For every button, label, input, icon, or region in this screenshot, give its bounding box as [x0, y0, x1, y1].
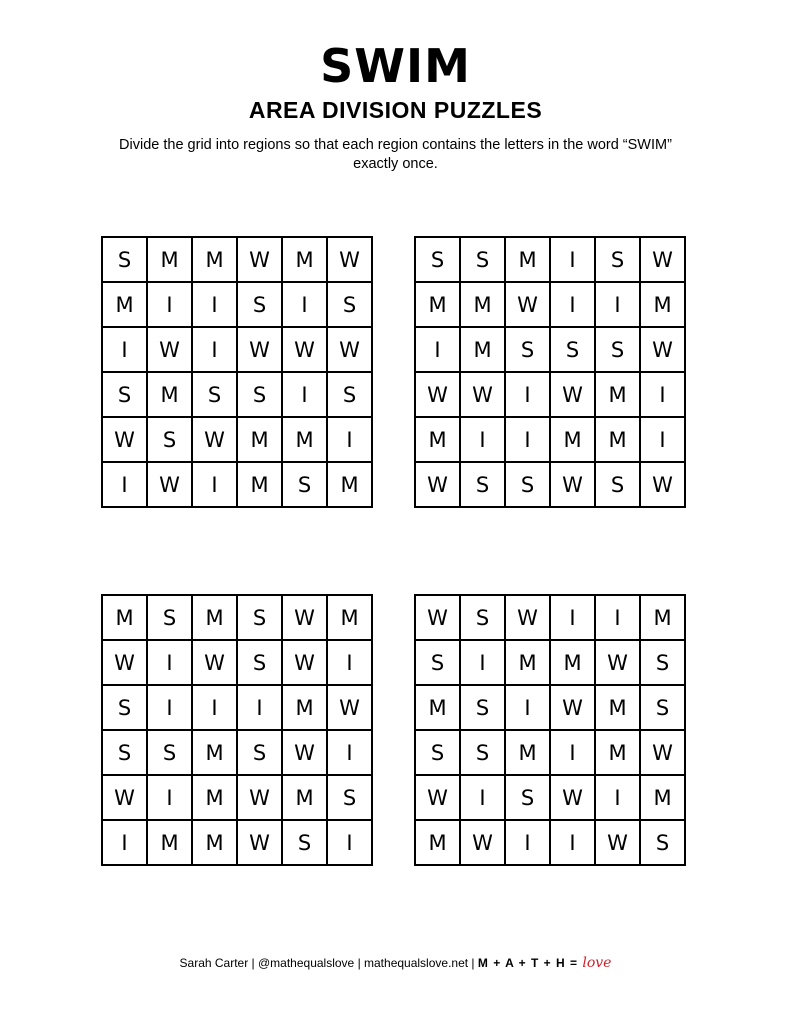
grid-cell: I	[641, 373, 684, 416]
grid-cell: I	[283, 283, 326, 326]
grid-cell: W	[416, 776, 459, 819]
grid-cell: I	[193, 463, 236, 506]
grid-cell: W	[551, 463, 594, 506]
grid-cell: M	[461, 283, 504, 326]
grid-cell: M	[103, 596, 146, 639]
grid-cell: S	[641, 686, 684, 729]
grid-cell: S	[506, 463, 549, 506]
grid-cell: W	[193, 418, 236, 461]
grid-cell: M	[596, 686, 639, 729]
grid-cell: I	[148, 686, 191, 729]
grid-cell: W	[238, 821, 281, 864]
grid-cell: I	[551, 821, 594, 864]
puzzle-grid-2	[414, 236, 686, 508]
grid-cell: I	[328, 641, 371, 684]
grid-cell: S	[103, 373, 146, 416]
grid-cell: I	[506, 418, 549, 461]
grid-cell: M	[641, 596, 684, 639]
grid-cell: M	[416, 821, 459, 864]
grid-cell: I	[193, 686, 236, 729]
grid-cell: S	[283, 463, 326, 506]
page-subtitle: AREA DIVISION PUZZLES	[248, 97, 543, 123]
grid-cell: S	[103, 238, 146, 281]
page-title: SWIM	[320, 39, 471, 93]
grid-cell: W	[641, 463, 684, 506]
grid-cell: M	[596, 418, 639, 461]
grid-cell: W	[148, 328, 191, 371]
grid-cell: S	[416, 238, 459, 281]
grid-cell: W	[238, 238, 281, 281]
grid-cell: I	[328, 821, 371, 864]
grid-cell: S	[461, 731, 504, 774]
grid-cell: M	[193, 731, 236, 774]
grid-cell: W	[148, 463, 191, 506]
grid-cell: W	[283, 731, 326, 774]
grid-cell: M	[506, 238, 549, 281]
grid-cell: M	[193, 821, 236, 864]
grid-cell: M	[416, 283, 459, 326]
grid-cell: M	[283, 238, 326, 281]
grid-cell: M	[283, 776, 326, 819]
grid-cell: I	[596, 776, 639, 819]
grid-cell: W	[596, 641, 639, 684]
grid-cell: M	[193, 596, 236, 639]
grid-cell: W	[283, 596, 326, 639]
puzzle-grid-1	[101, 236, 373, 508]
grid-cell: W	[416, 373, 459, 416]
grid-cell: I	[103, 821, 146, 864]
grid-cell: M	[596, 731, 639, 774]
grid-cell: W	[238, 776, 281, 819]
instructions: Divide the grid into regions so that each region contains the letters in the word “SWIM” exactly once.	[119, 137, 672, 172]
grid-cell: S	[103, 731, 146, 774]
grid-cell: W	[641, 731, 684, 774]
grid-cell: S	[596, 238, 639, 281]
grid-cell: S	[238, 373, 281, 416]
grid-cell: I	[148, 283, 191, 326]
grid-cell: S	[238, 731, 281, 774]
grid-cell: M	[596, 373, 639, 416]
grid-cell: M	[193, 776, 236, 819]
grid-cell: M	[148, 238, 191, 281]
grid-cell: S	[148, 418, 191, 461]
grid-cell: S	[103, 686, 146, 729]
grid-cell: W	[641, 238, 684, 281]
grid-cell: W	[193, 641, 236, 684]
grid-cell: I	[506, 686, 549, 729]
grid-cell: M	[328, 596, 371, 639]
grid-cell: M	[416, 418, 459, 461]
grid-cell: S	[328, 776, 371, 819]
grid-cell: M	[148, 821, 191, 864]
grid-cell: I	[596, 283, 639, 326]
footer-love-script: love	[582, 955, 612, 971]
grid-cell: I	[461, 776, 504, 819]
grid-cell: S	[641, 821, 684, 864]
grid-cell: I	[506, 821, 549, 864]
grid-cell: M	[103, 283, 146, 326]
grid-cell: M	[328, 463, 371, 506]
footer-brand: M + A + T + H =	[477, 956, 583, 970]
grid-cell: M	[506, 731, 549, 774]
grid-cell: M	[551, 641, 594, 684]
grid-cell: S	[238, 596, 281, 639]
grid-cell: S	[596, 463, 639, 506]
grid-cell: S	[416, 731, 459, 774]
grid-cell: I	[328, 731, 371, 774]
grid-cell: M	[238, 463, 281, 506]
grid-cell: S	[148, 596, 191, 639]
grid-cell: M	[193, 238, 236, 281]
grid-cell: M	[461, 328, 504, 371]
grid-cell: W	[283, 641, 326, 684]
grid-cell: S	[551, 328, 594, 371]
grid-cell: I	[238, 686, 281, 729]
grid-cell: S	[596, 328, 639, 371]
grid-cell: I	[193, 328, 236, 371]
grid-cell: I	[551, 238, 594, 281]
grid-cell: W	[551, 776, 594, 819]
grid-cell: M	[641, 283, 684, 326]
grid-cell: I	[283, 373, 326, 416]
grid-cell: W	[551, 686, 594, 729]
grid-cell: S	[641, 641, 684, 684]
grid-cell: I	[551, 596, 594, 639]
grid-cell: S	[283, 821, 326, 864]
grid-cell: W	[103, 641, 146, 684]
grid-cell: M	[506, 641, 549, 684]
grid-cell: S	[506, 776, 549, 819]
grid-cell: I	[148, 776, 191, 819]
grid-cell: W	[103, 418, 146, 461]
grid-cell: W	[461, 821, 504, 864]
grid-cell: I	[416, 328, 459, 371]
grid-cell: I	[103, 463, 146, 506]
grid-cell: W	[506, 283, 549, 326]
grid-cell: I	[103, 328, 146, 371]
grid-cell: S	[328, 373, 371, 416]
grid-cell: W	[238, 328, 281, 371]
puzzle-grid-3	[101, 594, 373, 866]
grid-cell: S	[506, 328, 549, 371]
grid-cell: W	[506, 596, 549, 639]
grid-cell: I	[551, 731, 594, 774]
grid-cell: W	[416, 596, 459, 639]
grid-cell: M	[416, 686, 459, 729]
grid-cell: I	[596, 596, 639, 639]
grid-cell: I	[506, 373, 549, 416]
footer	[0, 955, 791, 971]
grid-cell: W	[328, 238, 371, 281]
grid-cell: I	[461, 641, 504, 684]
grid-cell: I	[328, 418, 371, 461]
grid-cell: I	[148, 641, 191, 684]
grid-cell: S	[238, 641, 281, 684]
grid-cell: S	[193, 373, 236, 416]
grid-cell: I	[461, 418, 504, 461]
grid-cell: S	[461, 596, 504, 639]
grid-cell: M	[551, 418, 594, 461]
grid-cell: S	[416, 641, 459, 684]
grid-cell: W	[416, 463, 459, 506]
grid-cell: I	[641, 418, 684, 461]
footer-credit: Sarah Carter | @mathequalslove | mathequalslove.net |	[179, 956, 478, 970]
grid-cell: W	[283, 328, 326, 371]
grid-cell: S	[461, 238, 504, 281]
grid-cell: M	[283, 686, 326, 729]
grid-cell: S	[461, 463, 504, 506]
grid-cell: S	[238, 283, 281, 326]
grid-cell: M	[238, 418, 281, 461]
puzzle-grid-4	[414, 594, 686, 866]
grid-cell: W	[461, 373, 504, 416]
grid-cell: S	[461, 686, 504, 729]
grid-cell: I	[193, 283, 236, 326]
grid-cell: M	[641, 776, 684, 819]
grid-cell: W	[103, 776, 146, 819]
grid-cell: I	[551, 283, 594, 326]
grid-cell: S	[148, 731, 191, 774]
grid-cell: S	[328, 283, 371, 326]
grid-cell: W	[596, 821, 639, 864]
grid-cell: W	[641, 328, 684, 371]
grid-cell: M	[148, 373, 191, 416]
grid-cell: W	[328, 328, 371, 371]
grid-cell: M	[283, 418, 326, 461]
grid-cell: W	[328, 686, 371, 729]
grid-cell: W	[551, 373, 594, 416]
